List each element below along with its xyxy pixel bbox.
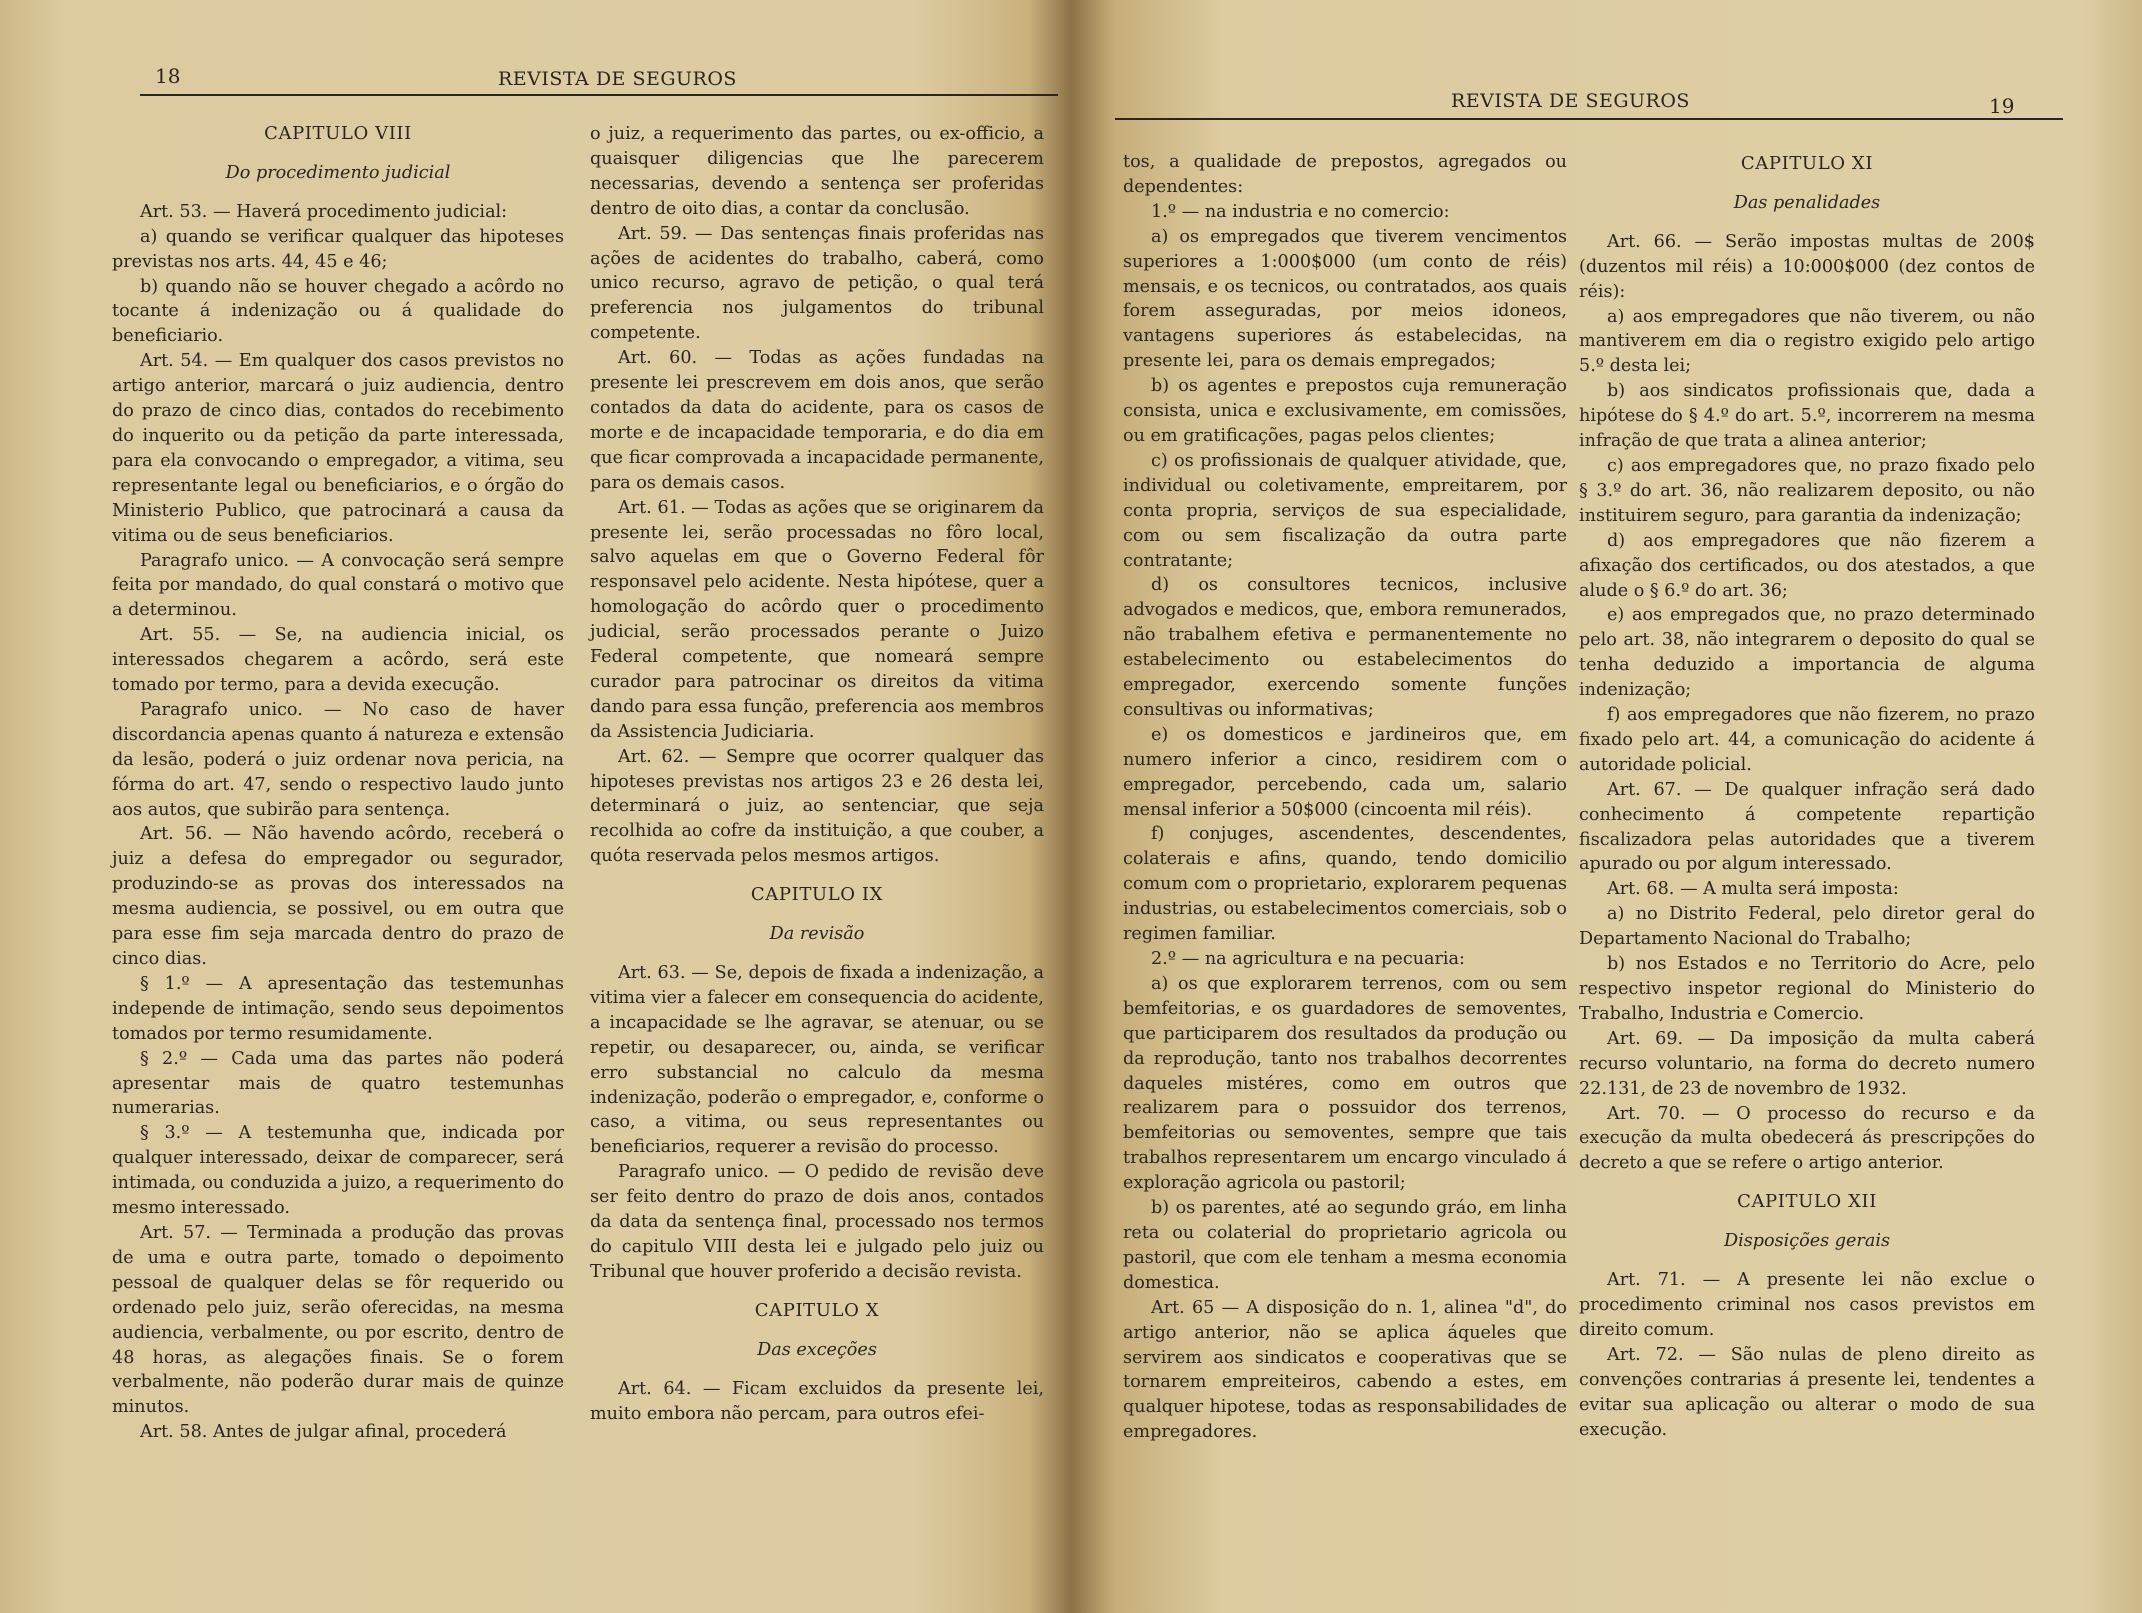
paragraph: Paragrafo unico. — No caso de haver discordancia apenas quanto á natureza e extensão da lesão, poderá o juiz ordenar nova pericia, na fórma do art. 47, sendo o respectivo laudo junto aos autos, que subirão para sentença. (112, 699, 564, 820)
left-column-2 (590, 122, 1044, 1426)
paragraph: Art. 64. — Ficam excluidos da presente lei, muito embora não percam, para outros efei- (590, 1378, 1044, 1424)
right-running-title: REVISTA DE SEGUROS (1451, 90, 1690, 112)
paragraph: b) nos Estados e no Territorio do Acre, pelo respectivo inspetor regional do Ministerio do Trabalho, Industria e Comercio. (1579, 954, 2035, 1024)
paragraph: Art. 71. — A presente lei não exclue o procedimento criminal nos casos previstos em direito comum. (1579, 1270, 2035, 1340)
paragraph: Paragrafo unico. — A convocação será sempre feita por mandado, do qual constará o motivo que a determinou. (112, 550, 564, 621)
paragraph: Art. 72. — São nulas de pleno direito as convenções contrarias á presente lei, tendentes a evitar sua aplicação ou alterar o modo de sua execução. (1579, 1344, 2035, 1440)
paragraph: e) aos empregados que, no prazo determinado pelo art. 38, não integrarem o deposito do qual se tenha deduzido a importancia de alguma indenização; (1579, 605, 2035, 701)
chapter-subtitle: Das penalidades (1733, 192, 1881, 213)
paragraph: Art. 59. — Das sentenças finais proferidas nas ações de acidentes do trabalho, caberá, como unico recurso, agravo de petição, o qual terá preferencia nos julgamentos do tribunal competente. (590, 223, 1044, 344)
paragraph: § 3.º — A testemunha que, indicada por qualquer interessado, deixar de comparecer, será intimada, ou conduzida a juizo, a requerimento do mesmo interessado. (112, 1123, 564, 1219)
paragraph: f) conjuges, ascendentes, descendentes, colaterais e afins, quando, tendo domicilio comum com o proprietario, explorarem pequenas industrias, ou estabelecimentos comerciais, sob o regimen familiar. (1123, 824, 1567, 945)
paragraph: a) no Distrito Federal, pelo diretor geral do Departamento Nacional do Trabalho; (1579, 904, 2035, 950)
paragraph: tos, a qualidade de prepostos, agregados ou dependentes: (1123, 152, 1567, 197)
paragraph: Art. 58. Antes de julgar afinal, procederá (140, 1422, 507, 1443)
left-running-title: REVISTA DE SEGUROS (498, 68, 737, 90)
left-column-1 (112, 122, 564, 1445)
paragraph: Paragrafo unico. — O pedido de revisão deve ser feito dentro do prazo de dois anos, contados da data da sentença final, processado nos termos do capitulo VIII desta lei e julgado pelo juiz ou Tribunal que houver proferido a decisão revista. (590, 1162, 1044, 1282)
paragraph: e) os domesticos e jardineiros que, em numero inferior a cinco, residirem com o empregador, percebendo, cada um, salario mensal inferior a 50$000 (cincoenta mil réis). (1123, 724, 1567, 820)
paragraph: Art. 55. — Se, na audiencia inicial, os interessados chegarem a acôrdo, será este tomado por termo, para a devida execução. (112, 625, 564, 696)
right-column-1 (1123, 150, 1567, 1445)
paragraph: Art. 61. — Todas as ações que se originarem da presente lei, serão processadas no fôro local, salvo aquelas em que o Governo Federal fôr responsavel pelo acidente. Nesta hipótese, quer a homologação do acôrdo quer o procedimento judicial, serão processados perante o Juizo Federal competente, que nomeará sempre curador para patrocinar os direitos da vitima dando para essa função, preferencia aos membros da Assistencia Judiciaria. (590, 497, 1044, 742)
chapter-subtitle: Do procedimento judicial (225, 162, 451, 183)
paragraph: Art. 69. — Da imposição da multa caberá recurso voluntario, na forma do decreto numero 22.131, de 23 de novembro de 1932. (1579, 1028, 2035, 1099)
paragraph: Art. 70. — O processo do recurso e da execução da multa obedecerá ás prescripções do decreto a que se refere o artigo anterior. (1579, 1103, 2035, 1174)
chapter-subtitle: Disposições gerais (1724, 1231, 1890, 1252)
chapter-title: CAPITULO IX (750, 884, 884, 906)
paragraph: Art. 63. — Se, depois de fixada a indenização, a vitima vier a falecer em consequencia do acidente, a incapacidade se lhe agravar, se atenuar, ou se repetir, ou desaparecer, ou, ainda, se verificar erro substancial no calculo da mesma indenização, poderão o empregador, e, conforme o caso, a vitima, ou seus representantes ou beneficiarios, requerer a revisão do processo. (590, 963, 1044, 1158)
right-column-2 (1579, 152, 2035, 1442)
chapter-title: CAPITULO VIII (264, 123, 412, 144)
paragraph: c) aos empregadores que, no prazo fixado pelo § 3.º do art. 36, não realizarem deposito, ou não instituirem seguro, para garantia da indenização; (1579, 455, 2035, 526)
right-page-number: 19 (1989, 94, 2015, 118)
paragraph: b) os agentes e prepostos cuja remuneração consista, unica e exclusivamente, em comissões, ou em gratificações, pagas pelos clientes; (1123, 376, 1567, 446)
paragraph: 1.º — na industria e no comercio: (1151, 201, 1450, 222)
left-header-rule (140, 94, 1058, 96)
paragraph: § 1.º — A apresentação das testemunhas independe de intimação, sendo seus depoimentos tomados por termo resumidamente. (112, 973, 564, 1044)
paragraph: § 2.º — Cada uma das partes não poderá apresentar mais de quatro testemunhas numerarias. (112, 1048, 564, 1119)
paragraph: f) aos empregadores que não fizerem, no prazo fixado pelo art. 44, a comunicação do acidente á autoridade policial. (1579, 705, 2035, 775)
paragraph: Art. 66. — Serão impostas multas de 200$ (duzentos mil réis) a 10:000$000 (dez contos de réis): (1579, 231, 2035, 302)
paragraph: b) quando não se houver chegado a acôrdo no tocante á indenização ou á qualidade do beneficiario. (112, 276, 564, 347)
paragraph: Art. 65 — A disposição do n. 1, alinea "d", do artigo anterior, não se aplica áqueles que servirem aos sindicatos e cooperativas que se tornarem empreiteiros, cabendo a estes, em qualquer hipotese, todas as responsabilidades de empregadores. (1123, 1297, 1567, 1443)
paragraph: Art. 67. — De qualquer infração será dado conhecimento á competente repartição fiscalizadora pelas autoridades que a tiverem apurado ou por algum interessado. (1579, 779, 2035, 875)
chapter-subtitle: Das exceções (757, 1339, 877, 1360)
paragraph: b) os parentes, até ao segundo gráo, em linha reta ou colaterial do proprietario agricola ou pastoril, que com ele tenham a mesma economia domestica. (1123, 1198, 1567, 1293)
paragraph: Art. 53. — Haverá procedimento judicial: (140, 201, 508, 222)
chapter-title: CAPITULO XII (1737, 1191, 1877, 1213)
paragraph: 2.º — na agricultura e na pecuaria: (1151, 949, 1465, 969)
paragraph: Art. 57. — Terminada a produção das provas de uma e outra parte, tomado o depoimento pessoal de qualquer delas se fôr requerido ou ordenado pelo juiz, serão oferecidas, na mesma audiencia, verbalmente, ou por escrito, dentro de 48 horas, as alegações finais. Se o forem verbalmente, não poderão durar mais de quinze minutos. (112, 1222, 564, 1418)
paragraph: Art. 62. — Sempre que ocorrer qualquer das hipoteses previstas nos artigos 23 e 26 desta lei, determinará o juiz, ao sentenciar, que seja recolhida ao cofre da instituição, a que couber, a quóta reservada pelos mesmos artigos. (590, 746, 1044, 867)
paragraph: d) os consultores tecnicos, inclusive advogados e medicos, que, embora remunerados, não trabalhem efetiva e permanentemente no estabelecimento ou estabelecimentos do empregador, exercendo somente funções consultivas ou informativas; (1123, 575, 1567, 720)
chapter-title: CAPITULO X (754, 1299, 880, 1321)
paragraph: a) aos empregadores que não tiverem, ou não mantiverem em dia o registro exigido pelo artigo 5.º desta lei; (1579, 306, 2035, 377)
paragraph: a) os empregados que tiverem vencimentos superiores a 1:000$000 (um conto de réis) mensais, e os tecnicos, ou contratados, aos quais forem asseguradas, por meios idoneos, vantagens superiores ás estabelecidas, na presente lei, para os demais empregados; (1123, 226, 1567, 372)
paragraph: b) aos sindicatos profissionais que, dada a hipótese do § 4.º do art. 5.º, incorrerem na mesma infração de que trata a alinea anterior; (1579, 381, 2035, 452)
paragraph: Art. 54. — Em qualquer dos casos previstos no artigo anterior, marcará o juiz audiencia, dentro do prazo de cinco dias, contados do recebimento do inquerito ou da petição da parte interessada, para ela convocando o empregador, a vitima, seu representante legal ou beneficiarios, e o órgão do Ministerio Publico, que patrocinará a causa da vitima ou de seus beneficiarios. (112, 351, 564, 546)
paragraph: Art. 68. — A multa será imposta: (1607, 879, 1899, 900)
chapter-subtitle: Da revisão (769, 924, 865, 945)
paragraph: d) aos empregadores que não fizerem a afixação dos certificados, ou dos atestados, a que alude o § 6.º do art. 36; (1579, 530, 2035, 601)
paragraph: Art. 60. — Todas as ações fundadas na presente lei prescrevem em dois anos, que serão contados da data do acidente, para os casos de morte e de incapacidade temporaria, e do dia em que ficar comprovada a incapacidade permanente, para os demais casos. (590, 348, 1044, 493)
paragraph: c) os profissionais de qualquer atividade, que, individual ou coletivamente, empreitarem, por conta propria, serviços de sua especialidade, com ou sem fiscalização da outra parte contratante; (1123, 450, 1567, 571)
paragraph: o juiz, a requerimento das partes, ou ex-officio, a quaisquer diligencias que lhe parecerem necessarias, devendo a sentença ser proferidas dentro de oito dias, a contar da conclusão. (590, 124, 1044, 219)
left-page-number: 18 (155, 64, 181, 88)
right-page (1071, 0, 2142, 1613)
paragraph: a) quando se verificar qualquer das hipoteses previstas nos arts. 44, 45 e 46; (112, 226, 564, 272)
paragraph: Art. 56. — Não havendo acôrdo, receberá o juiz a defesa do empregador ou segurador, produzindo-se as provas dos interessados na mesma audiencia, se possivel, ou em outra que para esse fim seja marcada dentro do prazo de cinco dias. (112, 824, 564, 969)
right-header-rule (1115, 118, 2063, 120)
paragraph: a) os que explorarem terrenos, com ou sem bemfeitorias, e os guardadores de semoventes, que participarem dos resultados da produção ou da reprodução, tanto nos trabalhos decorrentes daqueles mistéres, como em outros que realizarem para o possuidor dos terrenos, bemfeitorias ou semoventes, sempre que tais trabalhos representarem um encargo vinculado á exploração agricola ou pastoril; (1123, 973, 1567, 1194)
chapter-title: CAPITULO XI (1740, 153, 1874, 174)
